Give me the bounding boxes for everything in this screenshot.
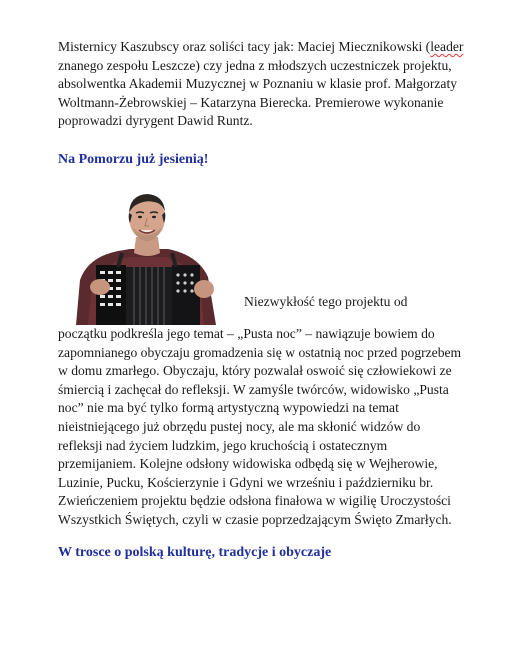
photo-illustration xyxy=(58,185,240,325)
section-heading-culture: W trosce o polską kulturę, tradycje i obyczaje xyxy=(58,544,332,560)
intro-text-end: znanego zespołu Leszcze) czy jedna z młodszych uczestniczek projektu, absolwentka Akademii Muzycznej w Poznaniu w klasie prof. Małgorzaty Woltmann-Żebrowskiej – Katarzyna Bierecka. Premierowe wykonanie poprowadzi dyrygent Dawid Runtz. xyxy=(58,57,458,129)
intro-paragraph xyxy=(58,38,468,131)
document-page xyxy=(58,38,468,562)
section-heading-autumn: Na Pomorzu już jesienią! xyxy=(58,151,209,167)
accordion-player-photo xyxy=(58,185,240,325)
spellcheck-word[interactable]: leader xyxy=(430,39,464,54)
intro-text-start: Misternicy Kaszubscy oraz soliści tacy jak: Maciej Miecznikowski ( xyxy=(58,39,431,54)
body-first-line: Niezwykłość tego projektu od xyxy=(244,293,408,309)
body-paragraph: początku podkreśla jego temat – „Pusta noc” – nawiązuje bowiem do zapomnianego obyczaju gromadzenia się w ostatnią noc przed pogrzebem w domu zmarłego. Obyczaju, który pozwalał oswoić się człowiekowi ze śmiercią i zachęcał do refleksji. W zamyśle twórców, widowisko „Pusta noc” nie ma być tylko formą artystyczną wypowiedzi na temat nieistniejącego już obrzędu pustej nocy, ale ma skłonić widzów do refleksji nad życiem ludzkim, jego kruchością i ostatecznym przemijaniem. Kolejne odsłony widowiska odbędą się w Wejherowie, Luzinie, Pucku, Kościerzynie i Gdyni we wrześniu i październiku br. Zwieńczeniem projektu będzie odsłona finałowa w wigilię Uroczystości Wszystkich Świętych, czyli w czasie poprzedzającym Święto Zmarłych. xyxy=(58,325,462,527)
